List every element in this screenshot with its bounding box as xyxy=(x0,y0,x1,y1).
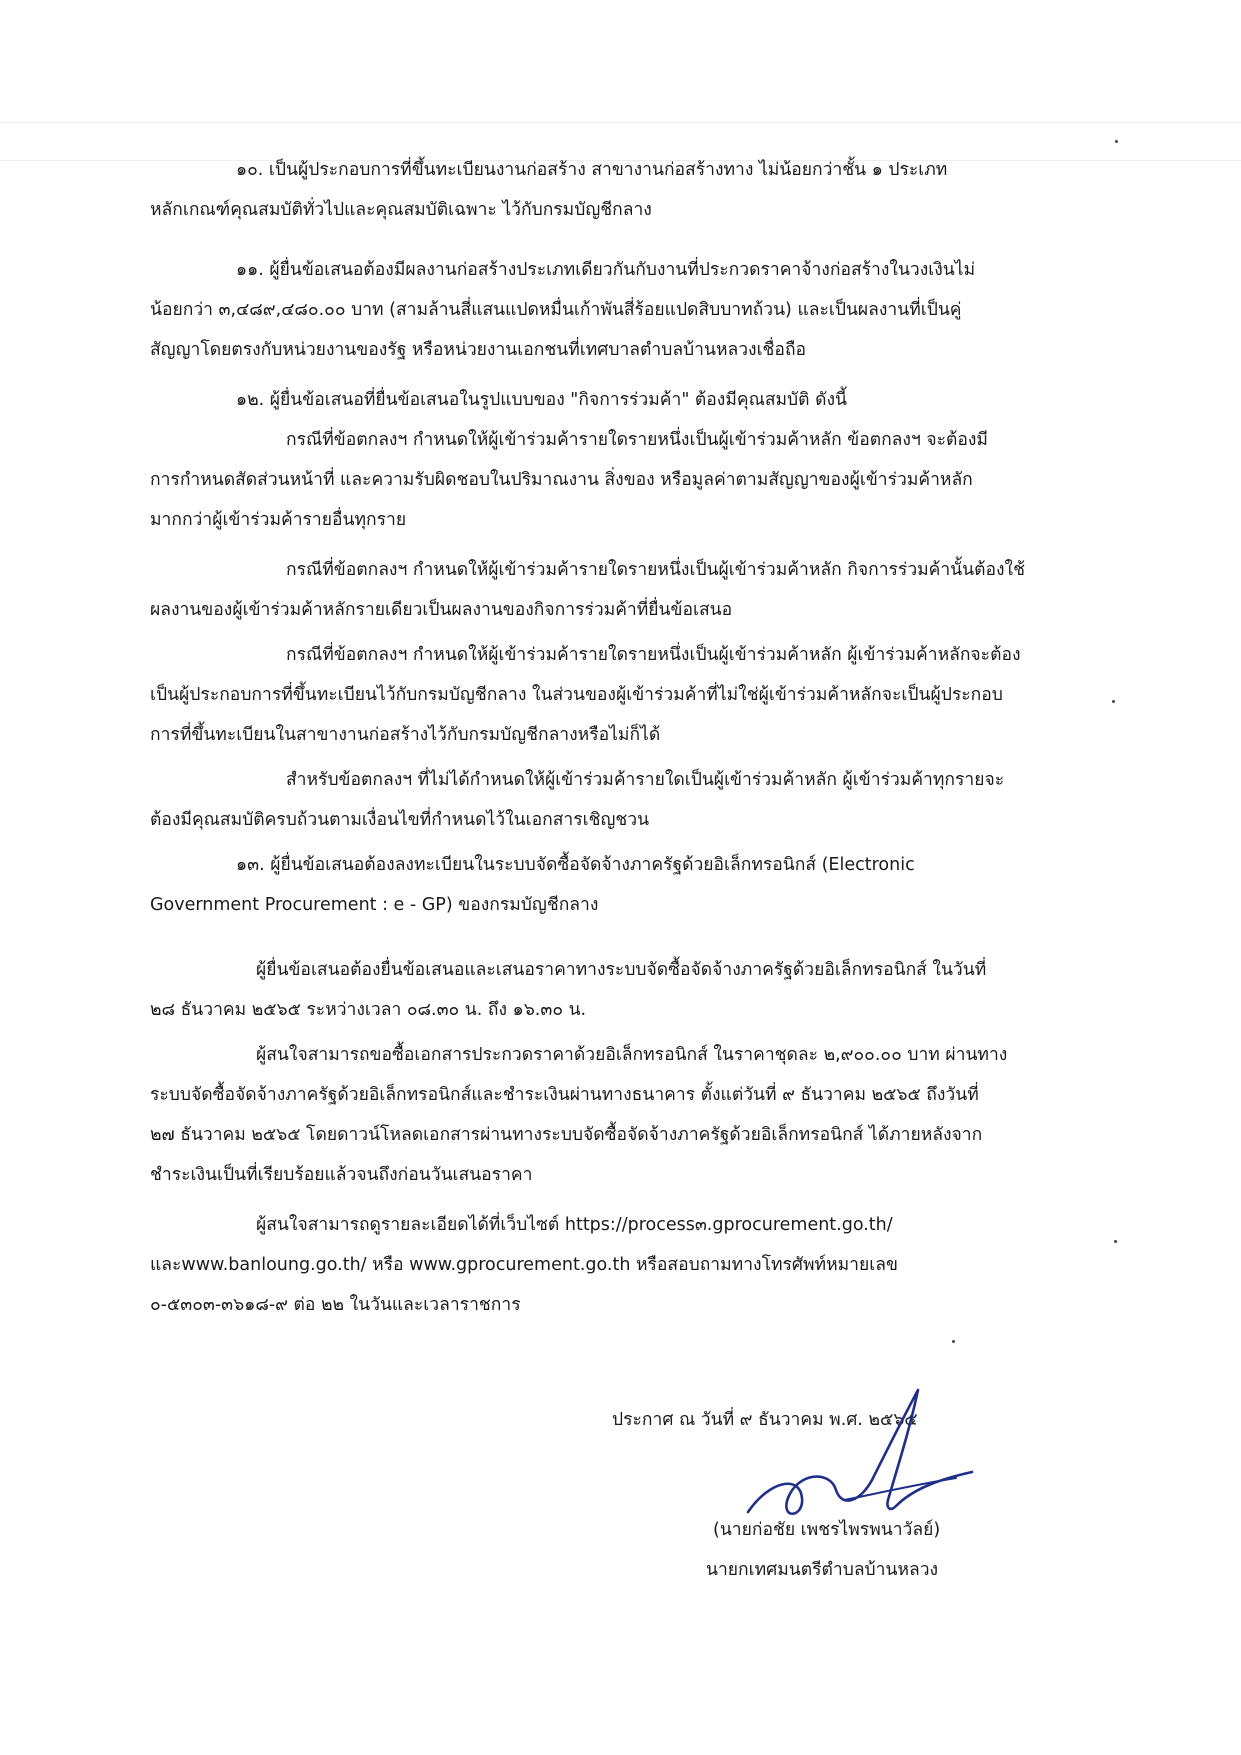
clause-12b-line-1: กรณีที่ข้อตกลงฯ กำหนดให้ผู้เข้าร่วมค้ารายใดรายหนึ่งเป็นผู้เข้าร่วมค้าหลัก กิจการร่วมค้านั้นต้องใช้ xyxy=(286,560,1025,580)
signer-name: (นายก่อชัย เพชรไพรพนาวัลย์) xyxy=(713,1520,941,1540)
announcement-date: ประกาศ ณ วันที่ ๙ ธันวาคม พ.ศ. ๒๕๖๕ xyxy=(612,1410,918,1430)
clause-11-line-1: ๑๑. ผู้ยื่นข้อเสนอต้องมีผลงานก่อสร้างประเภทเดียวกันกับงานที่ประกวดราคาจ้างก่อสร้างในวงเงินไม่ xyxy=(236,260,976,280)
clause-12c-line-1: กรณีที่ข้อตกลงฯ กำหนดให้ผู้เข้าร่วมค้ารายใดรายหนึ่งเป็นผู้เข้าร่วมค้าหลัก ผู้เข้าร่วมค้าหลักจะต้อง xyxy=(286,645,1021,665)
purchase-line-2: ระบบจัดซื้อจัดจ้างภาครัฐด้วยอิเล็กทรอนิกส์และชำระเงินผ่านทางธนาคาร ตั้งแต่วันที่ ๙ ธันวาคม ๒๕๖๕ ถึงวันที่ xyxy=(150,1085,979,1105)
submission-line-2: ๒๘ ธันวาคม ๒๕๖๕ ระหว่างเวลา ๐๘.๓๐ น. ถึง ๑๖.๓๐ น. xyxy=(150,1000,587,1020)
clause-12a-line-1: กรณีที่ข้อตกลงฯ กำหนดให้ผู้เข้าร่วมค้ารายใดรายหนึ่งเป็นผู้เข้าร่วมค้าหลัก ข้อตกลงฯ จะต้องมี xyxy=(286,430,988,450)
clause-11-line-2: น้อยกว่า ๓,๔๘๙,๔๘๐.๐๐ บาท (สามล้านสี่แสนแปดหมื่นเก้าพันสี่ร้อยแปดสิบบาทถ้วน) และเป็นผลงานที่เป็นคู่ xyxy=(150,300,962,320)
clause-11-line-3: สัญญาโดยตรงกับหน่วยงานของรัฐ หรือหน่วยงานเอกชนที่เทศบาลตำบลบ้านหลวงเชื่อถือ xyxy=(150,340,807,360)
signer-title: นายกเทศมนตรีตำบลบ้านหลวง xyxy=(706,1560,939,1580)
clause-12c-line-2: เป็นผู้ประกอบการที่ขึ้นทะเบียนไว้กับกรมบัญชีกลาง ในส่วนของผู้เข้าร่วมค้าที่ไม่ใช่ผู้เข้าร่วมค้าหลักจะเป็นผู้ประกอบ xyxy=(150,685,1003,705)
clause-12d-line-2: ต้องมีคุณสมบัติครบถ้วนตามเงื่อนไขที่กำหนดไว้ในเอกสารเชิญชวน xyxy=(150,810,650,830)
scan-speck xyxy=(952,1340,955,1343)
purchase-line-4: ชำระเงินเป็นที่เรียบร้อยแล้วจนถึงก่อนวันเสนอราคา xyxy=(150,1165,533,1185)
contact-line-3: ๐-๕๓๐๓-๓๖๑๘-๙ ต่อ ๒๒ ในวันและเวลาราชการ xyxy=(150,1295,521,1315)
clause-12a-line-3: มากกว่าผู้เข้าร่วมค้ารายอื่นทุกราย xyxy=(150,510,407,530)
submission-line-1: ผู้ยื่นข้อเสนอต้องยื่นข้อเสนอและเสนอราคาทางระบบจัดซื้อจัดจ้างภาครัฐด้วยอิเล็กทรอนิกส์ ในวันที่ xyxy=(256,960,987,980)
clause-12b-line-2: ผลงานของผู้เข้าร่วมค้าหลักรายเดียวเป็นผลงานของกิจการร่วมค้าที่ยื่นข้อเสนอ xyxy=(150,600,733,620)
clause-12-line-1: ๑๒. ผู้ยื่นข้อเสนอที่ยื่นข้อเสนอในรูปแบบของ "กิจการร่วมค้า" ต้องมีคุณสมบัติ ดังนี้ xyxy=(236,390,847,410)
clause-12a-line-2: การกำหนดสัดส่วนหน้าที่ และความรับผิดชอบในปริมาณงาน สิ่งของ หรือมูลค่าตามสัญญาของผู้เข้าร่วมค้าหลัก xyxy=(150,470,973,490)
clause-13-line-1: ๑๓. ผู้ยื่นข้อเสนอต้องลงทะเบียนในระบบจัดซื้อจัดจ้างภาครัฐด้วยอิเล็กทรอนิกส์ (Electronic xyxy=(236,855,915,875)
purchase-line-3: ๒๗ ธันวาคม ๒๕๖๕ โดยดาวน์โหลดเอกสารผ่านทางระบบจัดซื้อจัดจ้างภาครัฐด้วยอิเล็กทรอนิกส์ ได้ภายหลังจาก xyxy=(150,1125,983,1145)
purchase-line-1: ผู้สนใจสามารถขอซื้อเอกสารประกวดราคาด้วยอิเล็กทรอนิกส์ ในราคาชุดละ ๒,๙๐๐.๐๐ บาท ผ่านทาง xyxy=(256,1045,1008,1065)
contact-line-1: ผู้สนใจสามารถดูรายละเอียดได้ที่เว็บไซต์ https://process๓.gprocurement.go.th/ xyxy=(256,1215,893,1235)
signature xyxy=(740,1380,1000,1530)
scan-line xyxy=(0,122,1241,123)
scan-speck xyxy=(1114,1240,1117,1243)
clause-12d-line-1: สำหรับข้อตกลงฯ ที่ไม่ได้กำหนดให้ผู้เข้าร่วมค้ารายใดเป็นผู้เข้าร่วมค้าหลัก ผู้เข้าร่วมค้าทุกรายจะ xyxy=(286,770,1005,790)
contact-line-2: และwww.banloung.go.th/ หรือ www.gprocurement.go.th หรือสอบถามทางโทรศัพท์หมายเลข xyxy=(150,1255,898,1275)
clause-10-line-2: หลักเกณฑ์คุณสมบัติทั่วไปและคุณสมบัติเฉพาะ ไว้กับกรมบัญชีกลาง xyxy=(150,200,652,220)
scan-speck xyxy=(1115,140,1118,143)
scan-speck xyxy=(1112,700,1115,703)
clause-12c-line-3: การที่ขึ้นทะเบียนในสาขางานก่อสร้างไว้กับกรมบัญชีกลางหรือไม่ก็ได้ xyxy=(150,725,661,745)
clause-13-line-2: Government Procurement : e - GP) ของกรมบัญชีกลาง xyxy=(150,895,599,915)
clause-10-line-1: ๑๐. เป็นผู้ประกอบการที่ขึ้นทะเบียนงานก่อสร้าง สาขางานก่อสร้างทาง ไม่น้อยกว่าชั้น ๑ ประเภท xyxy=(236,160,948,180)
